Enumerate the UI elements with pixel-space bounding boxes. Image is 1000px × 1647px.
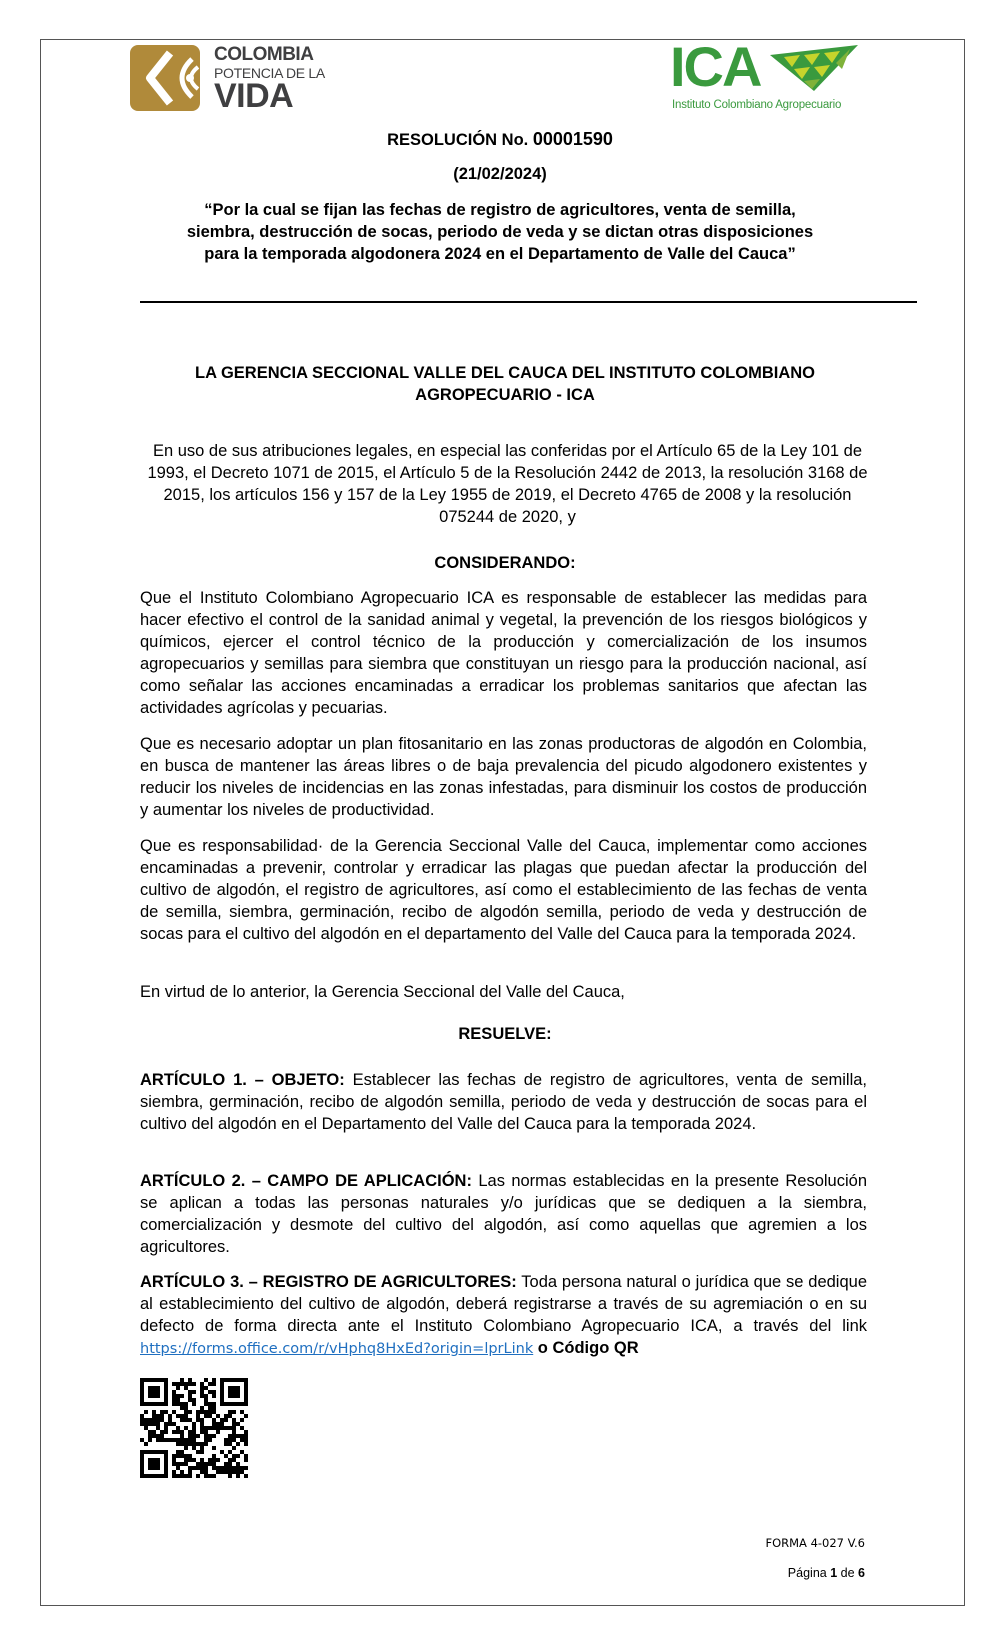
article-title: ARTÍCULO 2. – CAMPO DE APLICACIÓN:: [140, 1172, 472, 1190]
article-text: Toda persona natural o jurídica que se dedique al establecimiento del cultivo de algodón, deberá registrarse a través de su agremiación o en su defecto de forma directa ante el Instituto Colombiano Agropecuario ICA, a través del link: [140, 1273, 868, 1336]
article-title: ARTÍCULO 3. – REGISTRO DE AGRICULTORES:: [140, 1273, 517, 1291]
colombia-potencia-logo: [130, 44, 325, 115]
page-label: Página: [787, 1566, 827, 1580]
ica-logo: [670, 35, 860, 115]
page-number: [700, 1566, 865, 1580]
ica-leaf-icon: [770, 45, 858, 97]
resolution-date: (21/02/2024): [453, 165, 547, 183]
ica-wordmark: ICA: [670, 35, 761, 98]
registration-form-link[interactable]: https://forms.office.com/r/vHphq8HxEd?origin=lprLink: [140, 1341, 534, 1358]
considerando-paragraph: En virtud de lo anterior, la Gerencia Seccional del Valle del Cauca,: [140, 983, 625, 1001]
logo-line-potencia: POTENCIA DE LA: [214, 65, 325, 81]
considerando-paragraph: Que es necesario adoptar un plan fitosanitario en las zonas productoras de algodón en Colombia, en busca de mantener las áreas libres o de baja prevalencia del picudo algodonero existentes y reducir los niveles de incidencias en las zonas infestadas, para disminuir los costos de producción y aumentar los niveles de productividad.: [140, 735, 867, 820]
colombia-emblem-icon: [130, 45, 210, 115]
article-1: [140, 1069, 867, 1135]
form-code: FORMA 4-027 V.6: [765, 1536, 865, 1550]
page-total: 6: [858, 1566, 865, 1580]
resolution-subject: “Por la cual se fijan las fechas de registro de agricultores, venta de semilla, siembra, destrucción de socas, periodo de veda y se dictan otras disposiciones para la temporada algodonera 2024 en el Departamento de Valle del Cauca”: [186, 201, 814, 263]
considerando-paragraph: Que el Instituto Colombiano Agropecuario ICA es responsable de establecer las medidas para hacer efectivo el control de la sanidad animal y vegetal, la prevención de los riesgos biológicos y químicos, ejercer el control técnico de la producción y comercialización de los insumos agropecuarios y semillas para siembra que constituyan un riesgo para la producción nacional, así como señalar las acciones encaminadas a erradicar los problemas sanitarios que afectan las actividades agrícolas y pecuarias.: [140, 589, 867, 718]
article-text: Establecer las fechas de registro de agricultores, venta de semilla, siembra, germinación, recibo de algodón semilla, periodo de veda y destrucción de socas para el cultivo del algodón en el Departamento del Valle del Cauca para la temporada 2024.: [140, 1071, 867, 1134]
logo-line-vida: VIDA: [214, 77, 294, 115]
article-title: ARTÍCULO 1. – OBJETO:: [140, 1071, 345, 1089]
article-text: Las normas establecidas en la presente Resolución se aplican a todas las personas naturales y/o jurídicas que se dediquen a la siembra, comercialización y desmote del cultivo del algodón, así como aquellas que agremien a los agricultores.: [140, 1172, 868, 1257]
article-3: [140, 1271, 867, 1360]
resuelve-heading: RESUELVE:: [458, 1025, 552, 1043]
resolution-label: RESOLUCIÓN No.: [387, 131, 529, 149]
considerando-paragraph: Que es responsabilidad· de la Gerencia Seccional Valle del Cauca, implementar como acciones encaminadas a prevenir, controlar y erradicar las plagas que puedan afectar la producción del cultivo de algodón, el registro de agricultores, así como el establecimiento de las fechas de venta de semilla, siembra, germinación, recibo de algodón semilla, periodo de veda y destrucción de socas para el cultivo del algodón en el departamento del Valle del Cauca para la temporada 2024.: [140, 837, 867, 944]
issuing-authority: LA GERENCIA SECCIONAL VALLE DEL CAUCA DEL INSTITUTO COLOMBIANO AGROPECUARIO - ICA: [195, 364, 815, 404]
resolution-number: 00001590: [532, 129, 613, 149]
considerando-heading: CONSIDERANDO:: [434, 554, 576, 572]
ica-subtitle: Instituto Colombiano Agropecuario: [672, 99, 842, 111]
resolution-title: [140, 129, 860, 150]
qr-code[interactable]: [140, 1378, 248, 1478]
qr-code-icon: [140, 1378, 248, 1478]
page-current: 1: [830, 1566, 838, 1580]
qr-code-label: o Código QR: [533, 1339, 639, 1358]
logo-line-colombia: COLOMBIA: [214, 44, 314, 65]
page-border: [40, 35, 965, 1606]
page-of: de: [840, 1566, 855, 1580]
article-2: [140, 1170, 867, 1258]
legal-powers: En uso de sus atribuciones legales, en especial las conferidas por el Artículo 65 de la Ley 101 de 1993, el Decreto 1071 de 2015, el Artículo 5 de la Resolución 2442 de 2013, la resolución 3168 de 2015, los artículos 156 y 157 de la Ley 1955 de 2019, el Decreto 4765 de 2008 y la resolución 075244 de 2020, y: [147, 442, 868, 526]
header-divider: [140, 301, 917, 303]
